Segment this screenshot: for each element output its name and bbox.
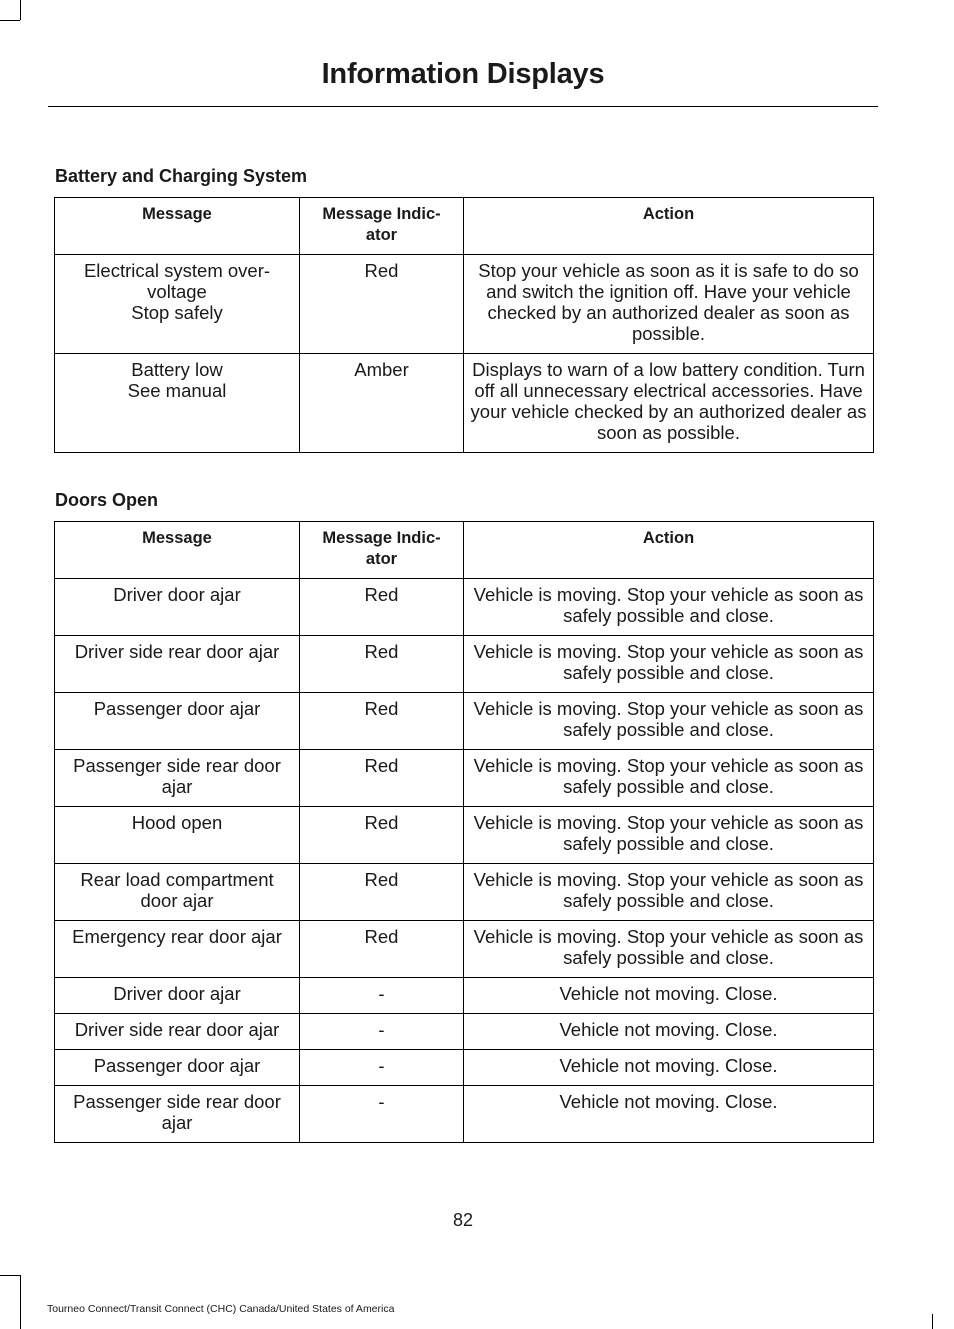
message-cell: Driver door ajar bbox=[55, 978, 300, 1014]
action-cell: Vehicle not moving. Close. bbox=[464, 978, 874, 1014]
action-cell: Vehicle not moving. Close. bbox=[464, 1086, 874, 1143]
action-cell: Displays to warn of a low battery condition. Turn off all unnecessary electrical accessories. Have your vehicle checked by an authorized dealer as soon as possible. bbox=[464, 354, 874, 453]
message-cell: Hood open bbox=[55, 807, 300, 864]
action-cell: Vehicle is moving. Stop your vehicle as soon as safely possible and close. bbox=[464, 864, 874, 921]
table-row bbox=[55, 636, 874, 693]
table-row bbox=[55, 750, 874, 807]
action-cell: Stop your vehicle as soon as it is safe to do so and switch the ignition off. Have your vehicle checked by an authorized dealer as soon as possible. bbox=[464, 255, 874, 354]
column-header-message: Message bbox=[55, 522, 300, 579]
column-header-message: Message bbox=[55, 198, 300, 255]
table-row bbox=[55, 978, 874, 1014]
table-row bbox=[55, 1050, 874, 1086]
crop-mark-bottom-left-horizontal bbox=[0, 1275, 20, 1276]
table-row bbox=[55, 864, 874, 921]
message-cell: Driver side rear door ajar bbox=[55, 636, 300, 693]
document-footer: Tourneo Connect/Transit Connect (CHC) Canada/United States of America bbox=[47, 1303, 395, 1315]
indicator-cell: Red bbox=[300, 255, 464, 354]
indicator-cell: - bbox=[300, 1050, 464, 1086]
crop-mark-top-left bbox=[20, 0, 21, 20]
crop-mark-bottom-left bbox=[20, 1275, 21, 1329]
page-number: 82 bbox=[452, 1210, 474, 1230]
title-divider bbox=[48, 106, 878, 107]
doors-open-table bbox=[54, 521, 874, 1143]
message-cell: Emergency rear door ajar bbox=[55, 921, 300, 978]
action-cell: Vehicle is moving. Stop your vehicle as soon as safely possible and close. bbox=[464, 921, 874, 978]
table-row bbox=[55, 693, 874, 750]
action-cell: Vehicle not moving. Close. bbox=[464, 1050, 874, 1086]
message-cell: Passenger side rear door ajar bbox=[55, 750, 300, 807]
column-header-action: Action bbox=[464, 198, 874, 255]
indicator-cell: Red bbox=[300, 750, 464, 807]
page-title: Information Displays bbox=[321, 58, 605, 90]
column-header-indicator: Message Indic- ator bbox=[300, 522, 464, 579]
table-header-row bbox=[55, 522, 874, 579]
column-header-action: Action bbox=[464, 522, 874, 579]
table-row bbox=[55, 1086, 874, 1143]
action-cell: Vehicle is moving. Stop your vehicle as soon as safely possible and close. bbox=[464, 579, 874, 636]
indicator-cell: Red bbox=[300, 921, 464, 978]
column-header-indicator: Message Indic- ator bbox=[300, 198, 464, 255]
battery-section-heading: Battery and Charging System bbox=[55, 166, 308, 186]
table-row bbox=[55, 354, 874, 453]
table-row bbox=[55, 579, 874, 636]
crop-mark-top-left-horizontal bbox=[0, 20, 20, 21]
indicator-cell: Red bbox=[300, 693, 464, 750]
table-row bbox=[55, 1014, 874, 1050]
action-cell: Vehicle is moving. Stop your vehicle as soon as safely possible and close. bbox=[464, 636, 874, 693]
crop-mark-bottom-right bbox=[932, 1314, 933, 1329]
action-cell: Vehicle is moving. Stop your vehicle as soon as safely possible and close. bbox=[464, 807, 874, 864]
message-cell: Electrical system over- voltage Stop safely bbox=[55, 255, 300, 354]
message-cell: Rear load compartment door ajar bbox=[55, 864, 300, 921]
table-header-row bbox=[55, 198, 874, 255]
indicator-cell: Red bbox=[300, 579, 464, 636]
table-row bbox=[55, 255, 874, 354]
indicator-cell: Amber bbox=[300, 354, 464, 453]
message-cell: Passenger door ajar bbox=[55, 1050, 300, 1086]
indicator-cell: - bbox=[300, 978, 464, 1014]
indicator-cell: Red bbox=[300, 807, 464, 864]
table-row bbox=[55, 921, 874, 978]
action-cell: Vehicle is moving. Stop your vehicle as soon as safely possible and close. bbox=[464, 750, 874, 807]
indicator-cell: Red bbox=[300, 636, 464, 693]
message-cell: Battery low See manual bbox=[55, 354, 300, 453]
message-cell: Driver side rear door ajar bbox=[55, 1014, 300, 1050]
indicator-cell: - bbox=[300, 1014, 464, 1050]
indicator-cell: Red bbox=[300, 864, 464, 921]
action-cell: Vehicle not moving. Close. bbox=[464, 1014, 874, 1050]
message-cell: Driver door ajar bbox=[55, 579, 300, 636]
indicator-cell: - bbox=[300, 1086, 464, 1143]
message-cell: Passenger side rear door ajar bbox=[55, 1086, 300, 1143]
action-cell: Vehicle is moving. Stop your vehicle as soon as safely possible and close. bbox=[464, 693, 874, 750]
table-row bbox=[55, 807, 874, 864]
doors-section-heading: Doors Open bbox=[55, 490, 159, 510]
message-cell: Passenger door ajar bbox=[55, 693, 300, 750]
battery-charging-table bbox=[54, 197, 874, 453]
